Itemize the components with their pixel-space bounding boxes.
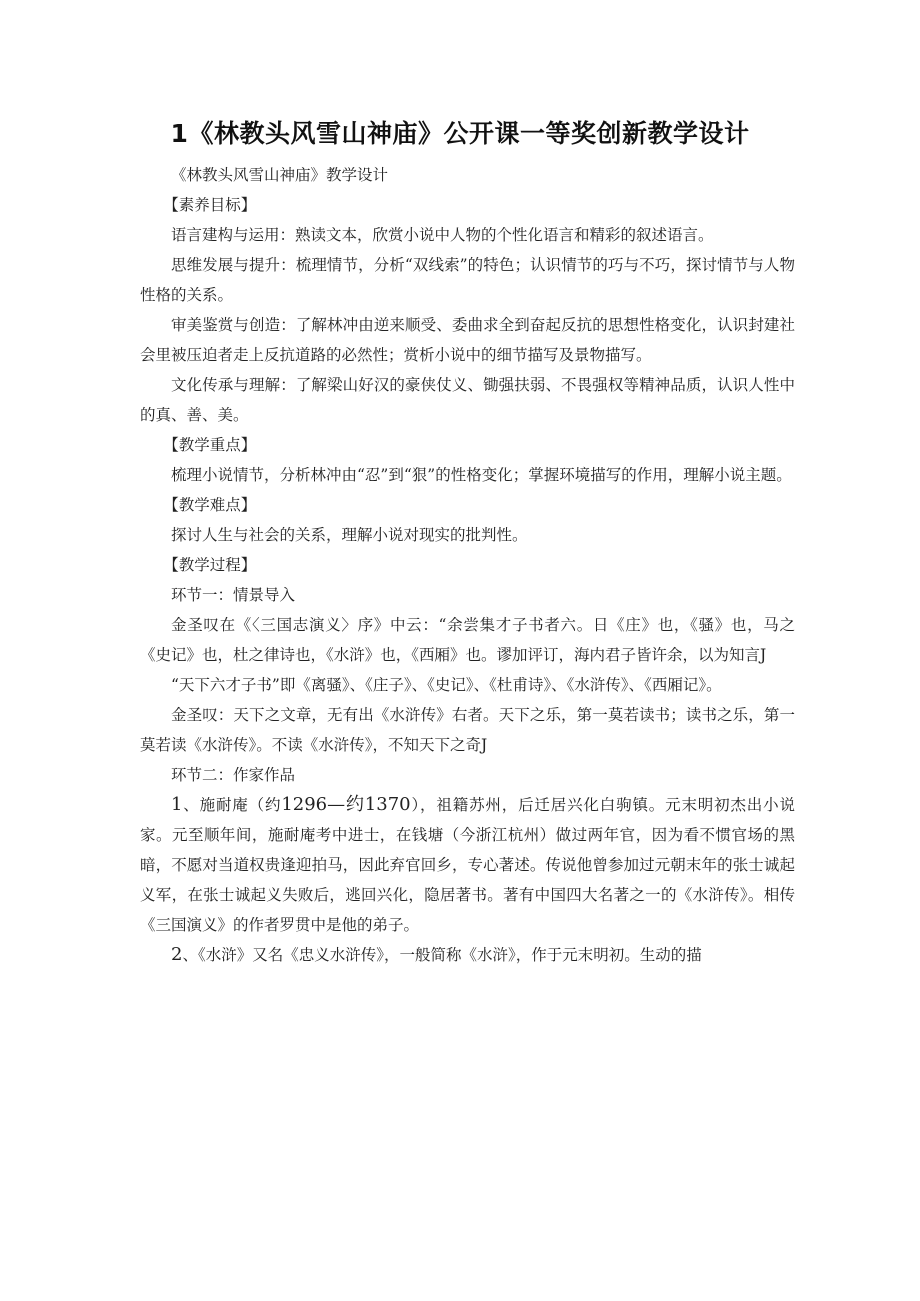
- work-paragraph-number: 2: [171, 944, 183, 965]
- author-paragraph-lead: 、施耐庵（约: [182, 796, 282, 814]
- goal-paragraph-thinking: 思维发展与提升：梳理情节，分析“双线索”的特色；认识情节的巧与不巧，探讨情节与人物性格的关系。: [140, 256, 795, 304]
- section-heading-goals: 【素养目标】: [163, 196, 257, 214]
- difficulties-paragraph: 探讨人生与社会的关系，理解小说对现实的批判性。: [171, 526, 528, 544]
- jin-shengtan-quote-paragraph: 金圣叹在《〈三国志演义〉序》中云：“余尝集才子书者六。日《庄》也，《骚》也，马之《史记》也，杜之律诗也，《水浒》也，《西厢》也。谬加评订，海内君子皆许余，以为知言J: [140, 616, 795, 664]
- document-subtitle: 《林教头风雪山神庙》教学设计: [171, 166, 389, 184]
- document-title: 1《林教头风雪山神庙》公开课一等奖创新教学设计: [170, 119, 750, 148]
- document-body: [140, 160, 795, 970]
- section-heading-process: 【教学过程】: [163, 556, 257, 574]
- step-one-heading: 环节一：情景导入: [171, 586, 296, 604]
- goal-paragraph-aesthetic: 审美鉴赏与创造：了解林冲由逆来顺受、委曲求全到奋起反抗的思想性格变化，认识封建社会里被压迫者走上反抗道路的必然性；赏析小说中的细节描写及景物描写。: [140, 316, 795, 364]
- goal-paragraph-culture: 文化传承与理解：了解梁山好汉的豪侠仗义、锄强扶弱、不畏强权等精神品质，认识人性中的真、善、美。: [140, 376, 795, 424]
- jin-shengtan-shuihu-paragraph: 金圣叹：天下之文章，无有出《水浒传》右者。天下之乐，第一莫若读书；读书之乐，第一莫若读《水浒传》。不读《水浒传》，不知天下之奇J: [140, 706, 795, 754]
- section-heading-difficulties: 【教学难点】: [163, 496, 257, 514]
- goal-paragraph-language: 语言建构与运用：熟读文本，欣赏小说中人物的个性化语言和精彩的叙述语言。: [171, 226, 714, 244]
- six-talent-books-paragraph: “天下六才子书”即《离骚》、《庄子》、《史记》、《杜甫诗》、《水浒传》、《西厢记》。: [171, 676, 722, 694]
- author-years: 1296—约1370: [281, 794, 411, 815]
- work-paragraph-body: 、《水浒》又名《忠义水浒传》，一般简称《水浒》，作于元末明初。生动的描: [182, 946, 702, 964]
- author-paragraph-number: 1: [171, 794, 183, 815]
- key-points-paragraph: 梳理小说情节，分析林冲由“忍”到“狠”的性格变化；掌握环境描写的作用，理解小说主题。: [171, 466, 792, 484]
- work-paragraph: [140, 940, 795, 970]
- author-paragraph-body: ），祖籍苏州，后迁居兴化白驹镇。元末明初杰出小说家。元至顺年间，施耐庵考中进士，在钱塘（今浙江杭州）做过两年官，因为看不惯官场的黑暗，不愿对当道权贵逢迎拍马，因此弃官回乡，专心著述。传说他曾参加过元朝末年的张士诚起义军，在张士诚起义失败后，逃回兴化，隐居著书。著有中国四大名著之一的《水浒传》。相传《三国演义》的作者罗贯中是他的弟子。: [140, 796, 795, 934]
- section-heading-key-points: 【教学重点】: [163, 436, 257, 454]
- author-paragraph: [140, 790, 795, 940]
- step-two-heading: 环节二：作家作品: [171, 766, 296, 784]
